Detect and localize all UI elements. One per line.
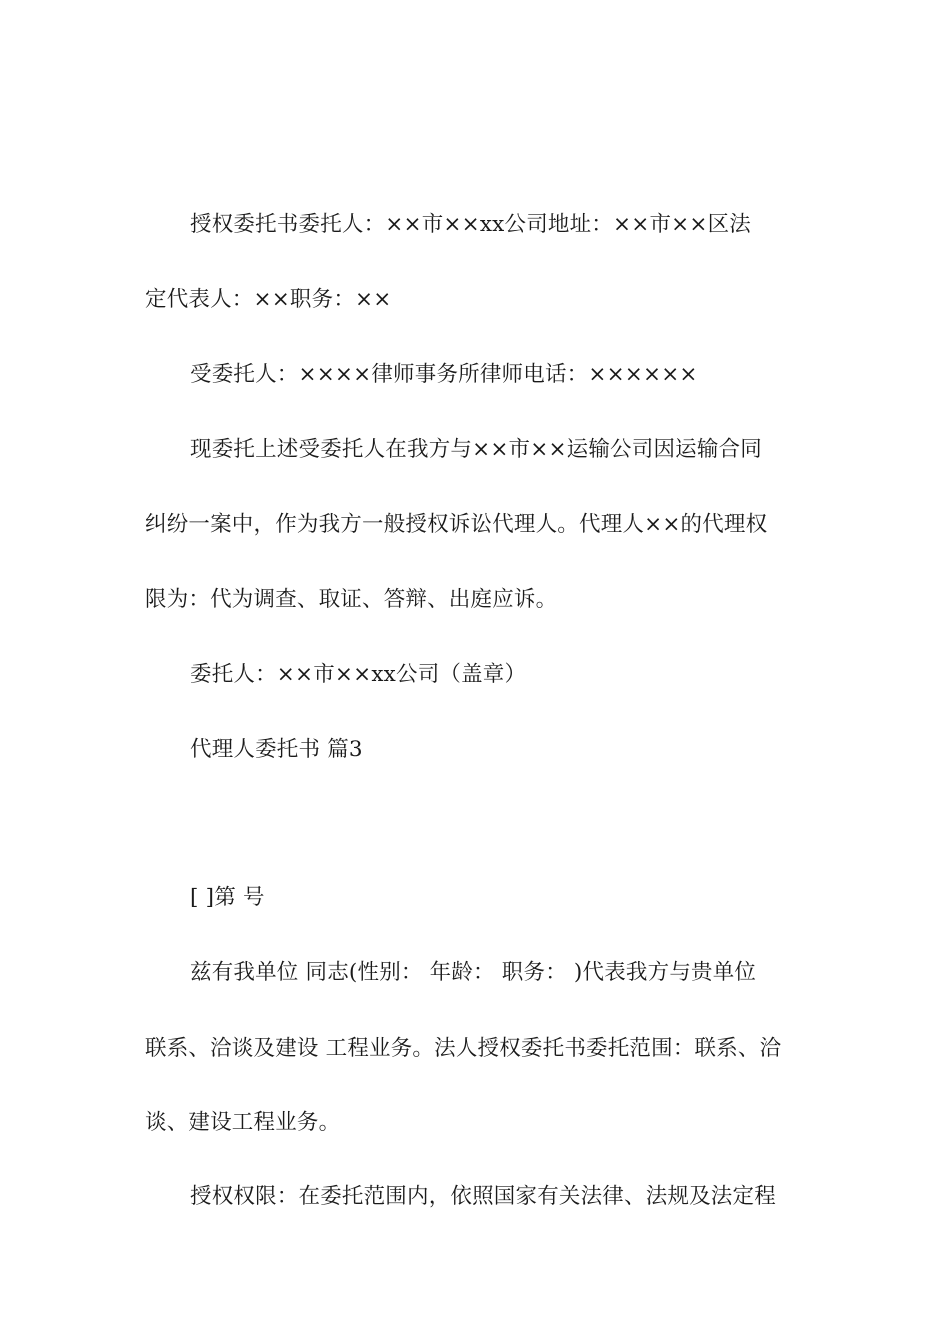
paragraph-line-1: 授权委托书委托人：××市××xx公司地址：××市××区法 xyxy=(190,212,751,237)
document-number: [ ]第 号 xyxy=(190,885,265,910)
paragraph-line-4: 现委托上述受委托人在我方与××市××运输公司因运输合同 xyxy=(190,437,762,462)
paragraph-line-10: 谈、建设工程业务。 xyxy=(145,1110,341,1135)
paragraph-line-7: 委托人：××市××xx公司（盖章） xyxy=(190,662,527,687)
paragraph-line-3: 受委托人：××××律师事务所律师电话：×××××× xyxy=(190,362,698,387)
paragraph-line-11: 授权权限：在委托范围内，依照国家有关法律、法规及法定程 xyxy=(190,1184,776,1209)
paragraph-line-8: 兹有我单位 同志(性别： 年龄： 职务： )代表我方与贵单位 xyxy=(190,960,757,985)
paragraph-line-6: 限为：代为调查、取证、答辩、出庭应诉。 xyxy=(145,587,558,612)
paragraph-line-2: 定代表人：××职务：×× xyxy=(145,287,392,312)
paragraph-line-9: 联系、洽谈及建设 工程业务。法人授权委托书委托范围：联系、洽 xyxy=(145,1036,782,1061)
paragraph-line-5: 纠纷一案中，作为我方一般授权诉讼代理人。代理人××的代理权 xyxy=(145,512,768,537)
section-heading: 代理人委托书 篇3 xyxy=(190,737,363,762)
